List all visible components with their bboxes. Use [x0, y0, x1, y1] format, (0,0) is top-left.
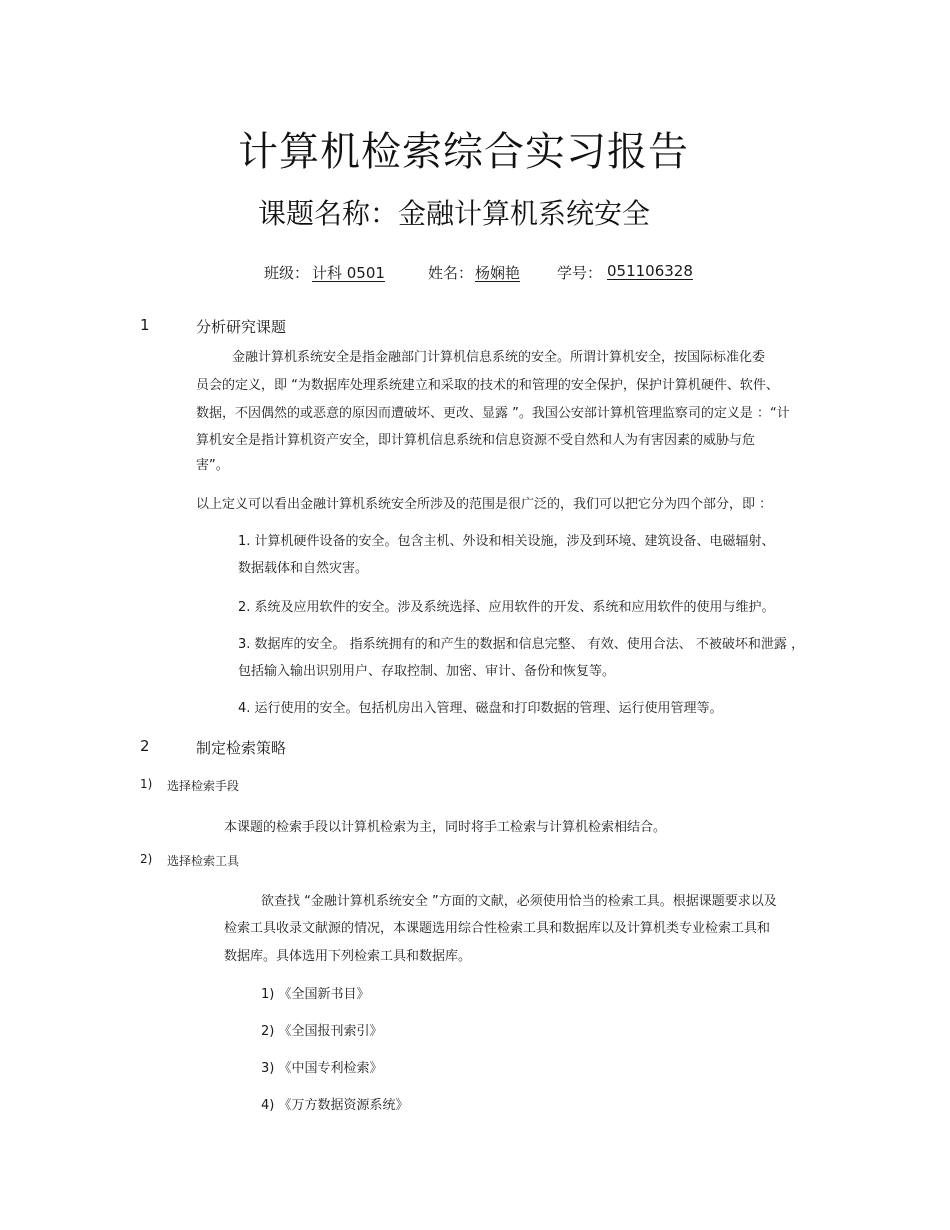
list-item: 2. 系统及应用软件的安全。涉及系统选择、应用软件的开发、系统和应用软件的使用与维护。	[238, 600, 775, 615]
subsection-2-number: 2)	[140, 852, 153, 866]
section-2-heading: 制定检索策略	[196, 739, 287, 757]
paragraph-line: 欲查找 “金融计算机系统安全 ”方面的文献，必须使用恰当的检索工具。根据课题要求以及	[261, 894, 777, 909]
tool-list-item: 3) 《中国专利检索》	[261, 1061, 383, 1076]
name-label: 姓名：	[428, 264, 474, 282]
paragraph-line: 金融计算机系统安全是指金融部门计算机信息系统的安全。所谓计算机安全，按国际标准化委	[232, 350, 766, 365]
paragraph-line: 本课题的检索手段以计算机检索为主，同时将手工检索与计算机检索相结合。	[224, 820, 667, 835]
list-item-continuation: 数据载体和自然灾害。	[238, 561, 369, 576]
tool-list-item: 4) 《万方数据资源系统》	[261, 1098, 409, 1113]
subsection-1-heading: 选择检索手段	[167, 779, 240, 793]
report-subtitle: 课题名称：金融计算机系统安全	[258, 197, 651, 230]
class-label: 班级：	[264, 264, 310, 282]
tool-list-item: 2) 《全国报刊索引》	[261, 1024, 383, 1039]
list-item: 3. 数据库的安全。 指系统拥有的和产生的数据和信息完整、 有效、使用合法、 不被破坏和泄露 ，	[238, 637, 805, 652]
subsection-1-number: 1)	[140, 777, 153, 791]
list-item-continuation: 包括输入输出识别用户、存取控制、加密、审计、备份和恢复等。	[238, 664, 616, 679]
subsection-2-heading: 选择检索工具	[167, 854, 240, 868]
section-1-heading: 分析研究课题	[196, 318, 287, 336]
paragraph-line: 检索工具收录文献源的情况，本课题选用综合性检索工具和数据库以及计算机类专业检索工具和	[224, 921, 771, 936]
paragraph-line: 员会的定义，即 “为数据库处理系统建立和采取的技术的和管理的安全保护，保护计算机硬件、软件、	[196, 378, 779, 393]
paragraph-line: 以上定义可以看出金融计算机系统安全所涉及的范围是很广泛的，我们可以把它分为四个部分，即 ：	[196, 497, 773, 512]
section-2-number: 2	[140, 737, 150, 755]
report-title: 计算机检索综合实习报告	[238, 129, 689, 175]
name-value: 杨娴艳	[475, 264, 521, 282]
paragraph-line: 害”。	[196, 458, 229, 473]
student-id-value: 051106328	[607, 262, 693, 280]
paragraph-line: 算机安全是指计算机资产安全，即计算机信息系统和信息资源不受自然和人为有害因素的威胁与危	[196, 433, 756, 448]
paragraph-line: 数据，不因偶然的或恶意的原因而遭破坏、更改、显露 ”。我国公安部计算机管理监察司的定义是 ：“计	[196, 406, 790, 421]
paragraph-line: 数据库。具体选用下列检索工具和数据库。	[224, 949, 472, 964]
list-item: 1. 计算机硬件设备的安全。包含主机、外设和相关设施，涉及到环境、建筑设备、电磁辐射、	[238, 534, 775, 549]
student-id-label: 学号：	[557, 264, 603, 282]
class-value: 计科 0501	[312, 264, 385, 282]
list-item: 4. 运行使用的安全。包括机房出入管理、磁盘和打印数据的管理、运行使用管理等。	[238, 701, 723, 716]
tool-list-item: 1) 《全国新书目》	[261, 987, 370, 1002]
section-1-number: 1	[140, 316, 150, 334]
